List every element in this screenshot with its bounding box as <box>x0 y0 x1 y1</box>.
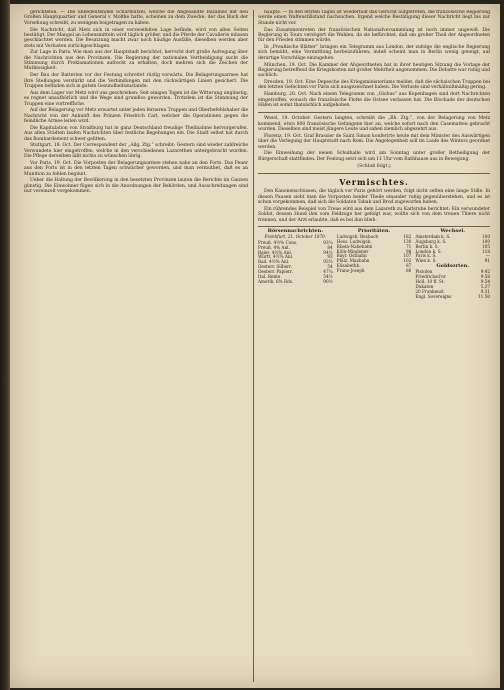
market-rows <box>337 235 412 274</box>
continuation-note: (Schluß folgt.) <box>357 164 391 170</box>
market-item-name: Bayr. Ostbahn <box>336 253 367 259</box>
market-column-bourse <box>258 229 333 300</box>
market-item-name: Paris k. S. <box>415 253 437 259</box>
article-paragraph: Vor Paris, 19. Oct. Die Vorposten der Belagerungsarmee stehen nahe an den Forts. Das Feuer aus den Forts ist in den letzten Tagen schwächer geworden, und man vermuthet, daß es an Munition zu fehlen beginnt. <box>24 160 248 177</box>
market-item-value: 9.54 <box>480 279 490 285</box>
market-item-value: 102 <box>403 258 412 264</box>
market-item-name: Pfälz. Maxbahn <box>336 258 370 264</box>
market-column-exchange <box>415 229 490 300</box>
market-row <box>258 280 333 285</box>
misc-paragraph: Den Kanonenschüssen, die täglich vor Paris gehört werden, folgt nicht selten eine lange Stille. In diesen Pausen sieht man die Vorposten beider Theile einander ruhig gegenüberstehen, und es ist schon vorgekommen, daß sich die Soldaten Tabak und Brod zugeworfen haben. <box>258 189 490 206</box>
market-item-name: Friedrichsd'or <box>415 274 446 280</box>
market-item-value: 9.42 <box>480 269 490 275</box>
market-item-name: Oesterr. Silberr. <box>258 264 293 270</box>
market-item-value: 54½ <box>323 274 333 280</box>
newspaper-page <box>10 4 500 688</box>
market-column-priorities <box>337 229 412 300</box>
market-item-name: Pistolen <box>415 269 433 275</box>
market-rows <box>258 241 333 285</box>
market-item-value: 105 <box>482 243 490 249</box>
market-item-value: 86 <box>406 268 412 274</box>
market-item-name: Baier. 4½% Anl. <box>258 249 293 255</box>
column-divider <box>253 10 254 682</box>
market-item-name: Preuß. 4% Anl. <box>258 244 290 250</box>
market-item-value: 130 <box>403 238 412 244</box>
book-binding <box>0 0 10 690</box>
market-item-name: Holl. 10 fl. St. <box>415 279 445 285</box>
market-item-name: Wien k. S. <box>415 258 437 264</box>
market-item-value: 182 <box>403 233 412 239</box>
market-item-name: Oesterr. Papierr. <box>258 269 293 275</box>
market-item-name: Bad. 4½% Anl. <box>258 259 290 265</box>
market-heading: Prioritäten. <box>357 227 391 234</box>
article-paragraph: Die Einweihung der neuen Schulhalle wird am Sonntag unter großer Betheiligung der Bürgerschaft stattfinden. Der Festzug setzt sich um 11 Uhr vom Rathhause aus in Bewegung. <box>258 151 490 162</box>
article-paragraph: Auf der Belagerung vor Metz erwartet unter jeden ferneren Truppen und Oberbefehlshaber die Nachricht von der Ankunft des Prinzen Friedrich Carl, welcher die Operationen gegen die feindliche Armee leiten wird. <box>24 108 248 125</box>
market-item-value: 93 <box>327 254 333 260</box>
market-item-name: Engl. Sovereigns <box>415 293 452 299</box>
market-item-value: 98 <box>406 248 412 254</box>
market-heading: Goldsorten. <box>436 263 469 270</box>
article-paragraph: Das Zusammentreten der französischen Nationalversammlung ist noch immer ungewiß. Die Regierung in Tours verzögert die Wahlen, da sie befürchtet, daß ein großer Theil der Abgeordneten für den Frieden stimmen würde. <box>258 27 490 44</box>
market-item-name: Augsburg k. S. <box>415 238 447 244</box>
market-item-value: 71 <box>406 243 412 249</box>
article-paragraph: haupte. — In den letzten Tagen ist wiederholt das Gerücht aufgetreten, die französische Regierung werde einen Waffenstillstand nachsuchen. Irgend welche Bestätigung dieser Nachricht liegt bis zur Stunde nicht vor. <box>258 10 490 26</box>
market-rows <box>415 270 490 299</box>
market-item-name: Ital. Rente <box>258 274 281 280</box>
market-item-value: 54 <box>327 264 333 270</box>
misc-paragraph: Ein rührendes Beispiel von Treue wird aus dem Lazareth zu Karlsruhe berichtet: Ein verwundeter Soldat, dessen Hund ihm vom Feldzuge her gefolgt war, wollte sich von dem treuen Thiere nicht trennen, und der Arzt erlaubte, daß es bei ihm blieb. <box>258 206 490 223</box>
market-report <box>258 226 490 300</box>
market-item-value: 91 <box>484 258 490 264</box>
section-rule <box>258 112 490 113</box>
market-item-value: 118 <box>482 248 490 254</box>
market-item-value: 9.58 <box>480 274 490 280</box>
market-item-name: 20 Frankenst. <box>415 288 445 294</box>
market-item-name: Berlin k. S. <box>415 243 439 249</box>
market-item-value: 5.37 <box>480 283 490 289</box>
market-item-name: Köln-Mindener <box>336 248 369 254</box>
article-paragraph: Dresden, 19. Oct. Eine Depesche des Kriegsministeriums meldet, daß die sächsischen Truppen bei den letzten Gefechten vor Paris sich ausgezeichnet haben. Die Verluste sind verhältnißmäßig gering. <box>258 80 490 91</box>
market-rows <box>415 235 490 264</box>
section-rule <box>258 173 490 174</box>
article-paragraph: Ueber die Haltung der Bevölkerung in den besetzten Provinzen lauten die Berichte im Ganzen günstig. Die Einwohner fügen sich in die Anordnungen der Behörden, und Ausschreitungen sind nur vereinzelt vorgekommen. <box>24 178 248 195</box>
left-column <box>24 10 248 682</box>
market-item-value: 100 <box>482 233 490 239</box>
market-item-value: 9.31 <box>480 288 490 294</box>
right-column <box>258 10 490 682</box>
article-paragraph: München, 19. Oct. Die Kammer der Abgeordneten hat in ihrer heutigen Sitzung die Vorlage der Regierung betreffend die Kriegskosten mit großer Mehrheit angenommen. Die Debatte war ruhig und sachlich. <box>258 62 490 79</box>
market-item-name: Dukaten <box>415 283 434 289</box>
market-item-name: Hess. Ludwigsb. <box>336 238 372 244</box>
market-item-value: 11.50 <box>478 293 490 299</box>
article-paragraph: Hamburg, 20. Oct. Nach einem Telegramm von „Globus“ aus Kopenhagen sind dort Nachrichten eingetroffen, wonach die französische Flotte die Ostsee verlassen hat. Die Blockade der deutschen Häfen ist somit thatsächlich aufgehoben. <box>258 92 490 108</box>
section-title: Vermischtes. <box>339 177 409 188</box>
market-row <box>415 295 490 300</box>
article-paragraph: Die Nachricht, daß Metz sich in einer verzweifelten Lage befinde, wird von allen Seiten bestätigt. Der Mangel an Lebensmitteln wird täglich größer, und die Pferde der Cavallerie müssen geschlachtet werden. Die Besatzung macht zwar noch häufige Ausfälle, dieselben werden aber stets mit Verlusten zurückgeschlagen. <box>24 27 248 49</box>
article-paragraph: In „Preußische Blätter“ bringen ein Telegramm aus London, der zufolge die englische Regierung sich bemüht, eine Vermittlung herbeizuführen; indeß scheint man in Berlin wenig geneigt, auf derartige Vorschläge einzugehen. <box>258 45 490 61</box>
article-paragraph: Der Bau der Batterien vor der Festung schreitet rüstig vorwärts. Die Belagerungsarmee hat ihre Stellungen verstärkt und die Verbindungen mit den rückwärtigen Linien gesichert. Die Truppen befinden sich in gutem Gesundheitszustande. <box>24 73 248 89</box>
market-item-value: 87 <box>406 263 412 269</box>
market-item-name: Preuß. 4½% Cons. <box>258 239 298 245</box>
article-paragraph: gerichteten. — Die unbedeutenden Scharmützel, welche die Abgesandte Bazaines mit den Großen Hauptquartier und General v. Moltke hatte, scheinen zu dem Zwecke, der das Buch der Vorsehung schreibt, zu wenigem beigetragen zu haben. <box>24 10 248 26</box>
margin-handwriting: „Schluß <box>2 370 7 389</box>
market-item-value: 100 <box>482 238 490 244</box>
market-heading: Wechsel. <box>440 227 466 234</box>
article-paragraph: Wesel, 19. October. Gestern langten, schreibt die „Rh. Ztg.“, von der Belagerung von Metz kommend, etwa 800 französische Gefangene hier an, welche sofort nach den Casematten gebracht wurden. Dieselben sind meist jüngere Leute und sahen ziemlich abgezehrt aus. <box>258 116 490 133</box>
market-item-name: Amerik. 6% Bds. <box>258 279 294 285</box>
market-item-value: — <box>485 253 490 259</box>
market-item-value: 93¼ <box>323 239 333 245</box>
article-paragraph: Florenz, 19. Oct. Graf Brassier de Saint Simon konferirte heute mit dem Minister des Auswärtigen über die Verlegung der Hauptstadt nach Rom. Die Angelegenheit soll im Laufe des Winters geordnet werden. <box>258 133 490 150</box>
market-item-value: 47¼ <box>323 269 333 275</box>
market-item-name: Amsterdam k. S. <box>415 233 451 239</box>
market-item-name: Franz-Joseph <box>336 268 365 274</box>
article-paragraph: Zur Lage in Paris. Wie man aus der Hauptstadt berichtet, herrscht dort große Aufregung über die Nachrichten aus den Provinzen. Die Regierung der nationalen Vertheidigung sucht die Stimmung durch Proklamationen aufrecht zu erhalten, doch mehren sich die Zeichen der Muthlosigkeit. <box>24 50 248 72</box>
market-date: Frankfurt, 21. October 1870. <box>264 233 327 239</box>
article-paragraph: Stuttgart, 18. Oct. Der Correspondent der „Allg. Ztg.“ schreibt: Gestern sind wieder zahlreiche Verwundete hier eingetroffen, welche in den verschiedenen Lazarethen untergebracht wurden. Die Pflege derselben läßt nichts zu wünschen übrig. <box>24 143 248 160</box>
market-item-name: Rhein-Nahebahn <box>336 243 373 249</box>
market-item-value: 84 <box>327 244 333 250</box>
market-item-value: 90½ <box>323 279 333 285</box>
market-item-value: 94½ <box>323 249 333 255</box>
article-paragraph: Die Kapitulation von Straßburg hat in ganz Deutschland freudige Theilnahme hervorgerufen. Aus allen Städten laufen Nachrichten über festliche Begehungen ein. Die Stadt selbst hat durch das Bombardement schwer gelitten. <box>24 125 248 142</box>
market-item-value: 93½ <box>323 259 333 265</box>
market-item-name: Elisabethb. <box>336 263 361 269</box>
market-item-name: London k. S. <box>415 248 442 254</box>
market-item-name: Württ. 4½% Anl. <box>258 254 294 260</box>
market-item-value: 107 <box>403 253 412 259</box>
market-row <box>337 269 412 274</box>
article-paragraph: Aus dem Lager vor Metz wird uns geschrieben: Seit einigen Tagen ist die Witterung ungünstig, es regnet unaufhörlich und die Wege sind grundlos geworden. Trotzdem ist die Stimmung der Truppen eine vortreffliche. <box>24 90 248 107</box>
market-heading: Börsennachrichten. <box>267 227 324 234</box>
market-item-name: Ludwigsh. Bexbach <box>336 233 379 239</box>
